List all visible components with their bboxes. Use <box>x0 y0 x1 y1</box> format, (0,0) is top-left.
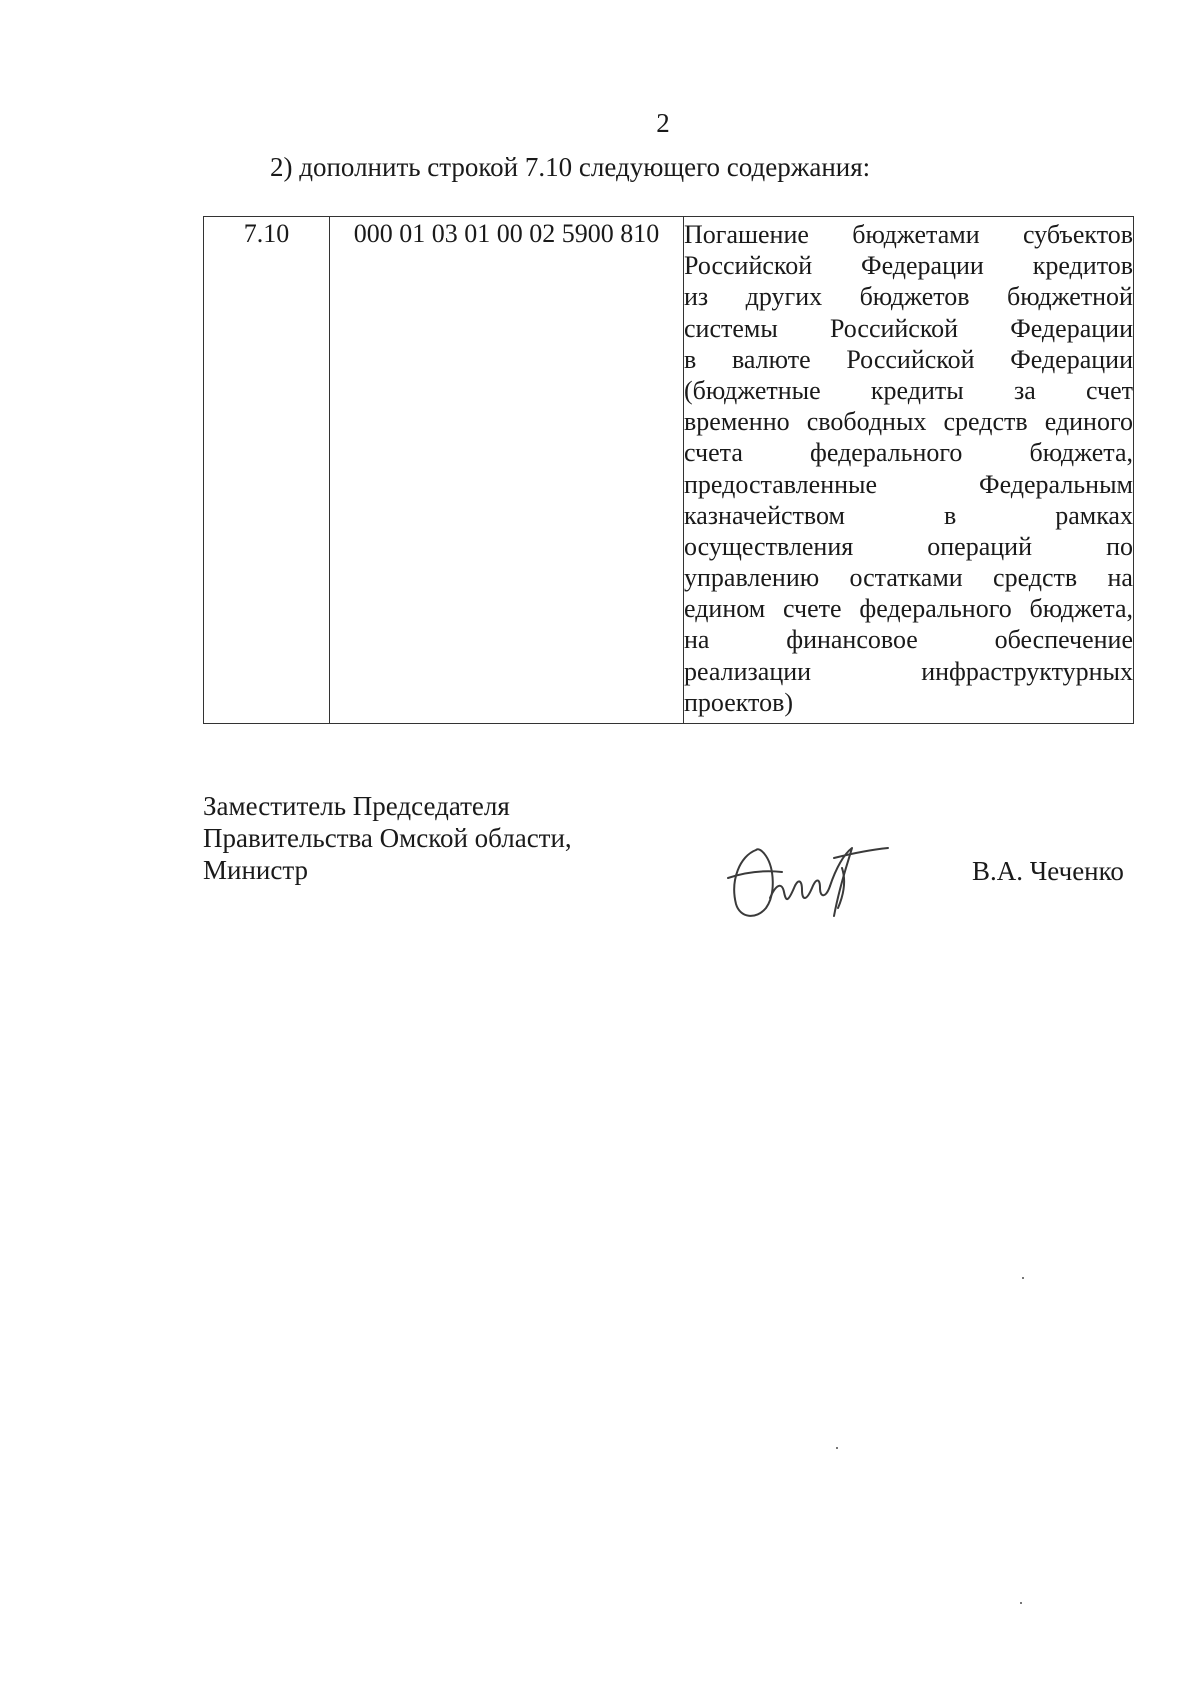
signatory-title-line: Правительства Омской области, <box>203 823 572 853</box>
budget-code-table <box>203 216 1134 724</box>
scan-speck <box>1022 1277 1024 1279</box>
page-number: 2 <box>656 108 670 138</box>
description-word: обеспечение <box>994 625 1133 655</box>
description-word: финансовое <box>786 625 918 655</box>
table-row <box>204 217 1134 724</box>
signatory-title-line: Министр <box>203 855 308 885</box>
description-word: едином <box>684 594 766 624</box>
scan-speck <box>1020 1602 1022 1604</box>
description-word: федерального <box>810 438 963 468</box>
description-line <box>684 437 1133 468</box>
description-word: временно <box>684 407 790 437</box>
description-line <box>684 656 1133 687</box>
description-word: Российской <box>846 344 975 374</box>
description-word: Федерации <box>1010 313 1133 343</box>
description-word: федерального <box>859 594 1012 624</box>
signatory-name: В.А. Чеченко <box>972 856 1124 886</box>
description-line <box>684 406 1133 437</box>
description-line <box>684 624 1133 655</box>
description-line <box>684 500 1133 531</box>
description-line <box>684 687 1133 718</box>
description-word: по <box>1106 531 1133 561</box>
description-word: свободных <box>806 407 927 437</box>
description-word: счета <box>684 438 743 468</box>
description-word: инфраструктурных <box>921 656 1133 686</box>
description-word: средств <box>993 563 1078 593</box>
description-word: Федерации <box>861 251 984 281</box>
description-word: бюджетной <box>1007 282 1133 312</box>
description-word: субъектов <box>1022 220 1133 249</box>
description-word: осуществления <box>684 531 854 561</box>
description-word: в <box>943 500 957 530</box>
description-word: бюджетов <box>859 282 970 312</box>
description-line <box>684 562 1133 593</box>
signatory-title-line: Заместитель Председателя <box>203 791 510 821</box>
scan-speck <box>836 1447 838 1449</box>
description-word: кредитов <box>1032 251 1133 281</box>
row-number: 7.10 <box>204 217 330 724</box>
handwritten-signature <box>722 828 892 928</box>
description-word: Федеральным <box>979 469 1133 499</box>
description-line <box>684 531 1133 562</box>
description-word: единого <box>1044 407 1133 437</box>
description-word: Федерации <box>1010 344 1133 374</box>
description-word: кредиты <box>870 375 964 405</box>
amendment-intro: 2) дополнить строкой 7.10 следующего содержания: <box>270 152 871 182</box>
description-word: управлению <box>684 563 820 593</box>
description-word: счет <box>1086 375 1133 405</box>
description-line <box>684 250 1133 281</box>
description-word: Российской <box>684 251 813 281</box>
description-word: на <box>1107 563 1133 593</box>
budget-classification-code: 000 01 03 01 00 02 5900 810 <box>330 217 684 724</box>
description-word: операций <box>927 531 1033 561</box>
description-word: Российской <box>829 313 959 343</box>
description-word: из <box>684 282 709 312</box>
row-description <box>684 217 1134 724</box>
description-word: за <box>1013 375 1036 405</box>
description-word: Погашение <box>684 220 809 249</box>
description-word: (бюджетные <box>684 375 821 405</box>
description-line <box>684 281 1133 312</box>
description-word: валюте <box>731 344 811 374</box>
description-line <box>684 219 1133 250</box>
description-word: реализации <box>684 656 812 686</box>
description-word: системы <box>684 313 778 343</box>
description-word: бюджетами <box>852 220 980 249</box>
description-word: бюджета, <box>1029 594 1133 624</box>
description-line <box>684 344 1133 375</box>
description-line <box>684 593 1133 624</box>
signatory-title <box>203 790 572 886</box>
description-word: предоставленные <box>684 469 878 499</box>
description-word: проектов) <box>684 687 794 717</box>
description-word: в <box>684 344 697 374</box>
description-word: остатками <box>849 563 963 593</box>
description-line <box>684 469 1133 500</box>
description-word: рамках <box>1055 500 1133 530</box>
description-word: средств <box>943 407 1028 437</box>
description-word: казначейством <box>684 500 845 530</box>
description-line <box>684 375 1133 406</box>
description-word: счете <box>783 594 842 624</box>
description-word: других <box>745 282 823 312</box>
description-word: бюджета, <box>1029 438 1133 468</box>
description-line <box>684 313 1133 344</box>
description-word: на <box>684 625 710 655</box>
